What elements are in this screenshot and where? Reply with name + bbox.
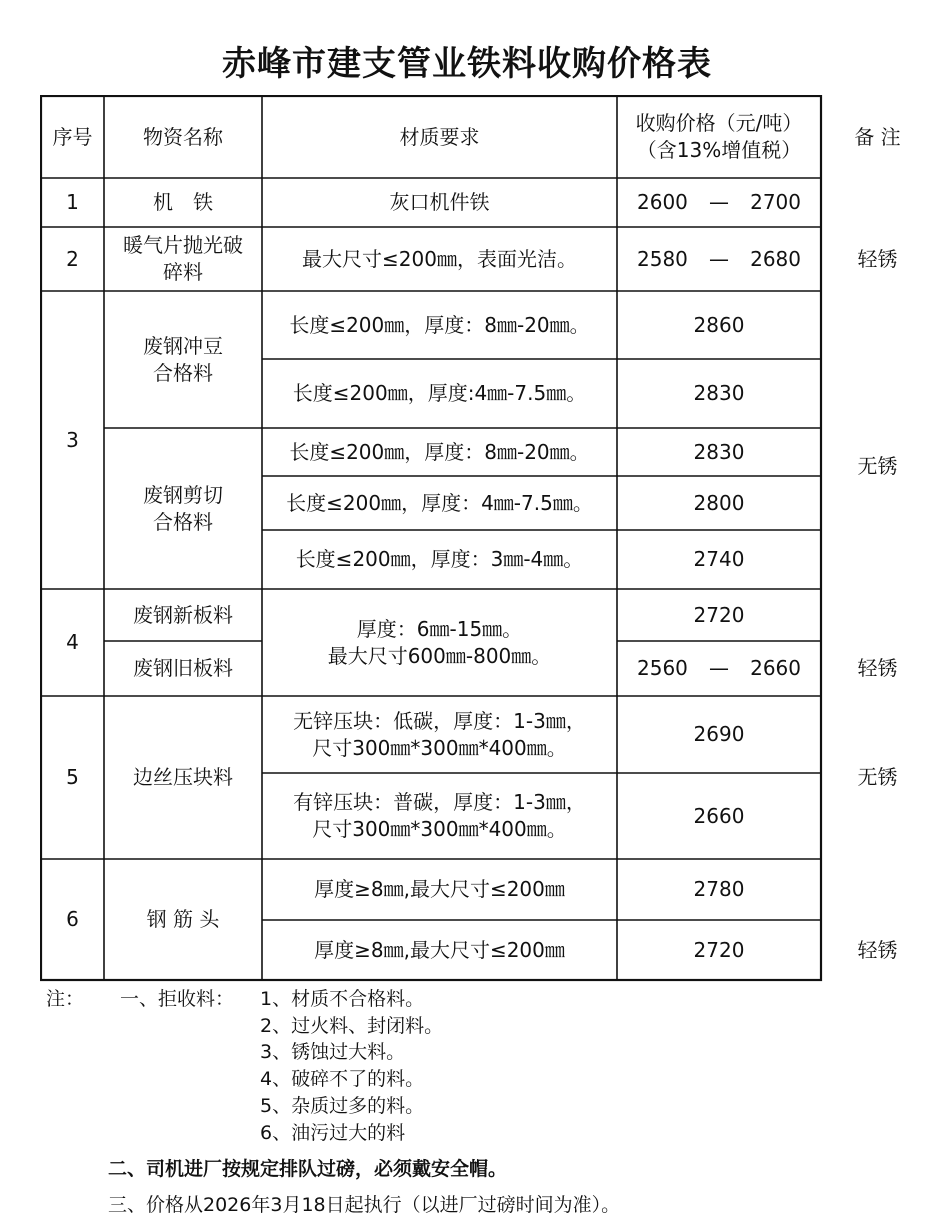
- row1-material: 灰口机件铁: [389, 190, 490, 214]
- notes-reject-item: 2、过火料、封闭料。: [260, 1015, 444, 1037]
- row1-price-high: 2700: [750, 190, 801, 214]
- row4-material-line2: 最大尺寸600㎜-800㎜。: [327, 643, 552, 668]
- row3a-name: [104, 291, 262, 428]
- row5a-material-line1: 无锌压块：低碳，厚度：1-3㎜，: [293, 708, 586, 733]
- notes-reject-item: 1、材质不合格料。: [260, 988, 425, 1010]
- row2-material: 最大尺寸≤200㎜，表面光洁。: [302, 246, 577, 271]
- notes-label: 注：: [46, 988, 85, 1010]
- row2-name-line1: 暖气片抛光破: [123, 233, 243, 257]
- header-price-line1: 收购价格（元/吨）: [635, 111, 803, 135]
- row3b3-material: 长度≤200㎜，厚度：3㎜-4㎜。: [295, 547, 584, 571]
- header-material: 材质要求: [399, 124, 480, 149]
- row4a-name: 废钢新板料: [133, 602, 233, 627]
- row1-price-low: 2600: [637, 190, 688, 214]
- row3a2-material: 长度≤200㎜，厚度:4㎜-7.5㎜。: [292, 381, 587, 405]
- row3b1-material: 长度≤200㎜，厚度：8㎜-20㎜。: [289, 439, 590, 464]
- price-table: [40, 95, 934, 985]
- row6b-price: 2720: [693, 937, 745, 962]
- row4b-price: [617, 641, 821, 696]
- row1-seq: 1: [66, 190, 79, 214]
- row3b-name-line1: 废钢剪切: [143, 482, 223, 507]
- header-price-line2: （含13%增值税）: [636, 138, 802, 162]
- row2-price-high: 2680: [750, 246, 801, 271]
- row5a-material: [262, 696, 617, 773]
- row5-remark: 无锈: [857, 765, 898, 789]
- row6-seq: 6: [66, 907, 79, 931]
- row1-name: 机 铁: [153, 190, 213, 214]
- row1-price-dash: —: [709, 190, 729, 214]
- row2-name-line2: 碎料: [163, 260, 203, 284]
- row3a-name-line1: 废钢冲豆: [143, 333, 223, 358]
- row4-seq: 4: [66, 630, 79, 654]
- row5b-material-line1: 有锌压块：普碳，厚度：1-3㎜，: [293, 790, 586, 814]
- row3b3-price: 2740: [693, 547, 745, 571]
- row5b-material: [262, 773, 617, 859]
- row4a-price: 2720: [693, 602, 745, 627]
- row2-price: [617, 227, 821, 291]
- row3-remark: 无锈: [857, 453, 898, 478]
- notes-reject-item: 5、杂质过多的料。: [260, 1095, 425, 1117]
- row2-price-dash: —: [709, 246, 729, 271]
- row5-seq: 5: [66, 765, 79, 789]
- row6a-remark: [821, 859, 934, 920]
- row4-material: [262, 589, 617, 696]
- row4b-price-high: 2660: [750, 656, 801, 680]
- row3a-name-line2: 合格料: [153, 360, 213, 385]
- notes-reject-item: 3、锈蚀过大料。: [260, 1041, 406, 1063]
- row3-seq: 3: [66, 427, 79, 452]
- notes-reject-item: 4、破碎不了的料。: [260, 1068, 425, 1090]
- row4-material-line1: 厚度：6㎜-15㎜。: [356, 616, 523, 641]
- row6b-remark: 轻锈: [857, 937, 898, 962]
- row6b-material: 厚度≥8㎜,最大尺寸≤200㎜: [314, 937, 565, 962]
- row5b-material-line2: 尺寸300㎜*300㎜*400㎜。: [312, 817, 567, 841]
- row4b-name: 废钢旧板料: [133, 656, 233, 680]
- row6a-price: 2780: [693, 877, 745, 901]
- row6a-material: 厚度≥8㎜,最大尺寸≤200㎜: [314, 877, 565, 901]
- row3b2-price: 2800: [693, 490, 745, 515]
- notes-section1-label: 一、拒收料：: [120, 988, 235, 1010]
- row4b-price-dash: —: [709, 656, 729, 680]
- page-title: 赤峰市建支管业铁料收购价格表: [222, 44, 712, 84]
- row5a-material-line2: 尺寸300㎜*300㎜*400㎜。: [312, 735, 567, 760]
- header-seq: 序号: [52, 124, 93, 149]
- row1-remark: [821, 178, 934, 227]
- row2-name: [104, 227, 262, 291]
- row5b-price: 2660: [693, 803, 745, 828]
- row3a2-price: 2830: [693, 381, 745, 405]
- header-remark: 备 注: [854, 124, 901, 149]
- notes-section: [0, 984, 934, 1227]
- row2-seq: 2: [66, 246, 79, 271]
- row1-price: [617, 178, 821, 227]
- notes-section2: 二、司机进厂按规定排队过磅，必须戴安全帽。: [108, 1158, 508, 1180]
- row3b-name: [104, 428, 262, 589]
- row2-price-low: 2580: [637, 246, 688, 271]
- row4b-remark: 轻锈: [857, 656, 898, 680]
- row3b1-price: 2830: [693, 439, 745, 464]
- header-name: 物资名称: [143, 124, 223, 149]
- row3b-name-line2: 合格料: [153, 509, 213, 534]
- row6-name: 钢 筋 头: [146, 907, 220, 931]
- row5a-price: 2690: [693, 722, 745, 746]
- notes-section3: 三、价格从2026年3月18日起执行（以进厂过磅时间为准）。: [108, 1194, 621, 1216]
- row5-name: 边丝压块料: [133, 765, 233, 789]
- notes-reject-item: 6、油污过大的料: [260, 1122, 406, 1144]
- row3b2-material: 长度≤200㎜，厚度：4㎜-7.5㎜。: [286, 490, 593, 515]
- row4b-price-low: 2560: [637, 656, 688, 680]
- row3a1-price: 2860: [693, 312, 745, 337]
- row2-remark: 轻锈: [857, 246, 898, 271]
- row3a1-material: 长度≤200㎜，厚度：8㎜-20㎜。: [289, 312, 590, 337]
- header-price: [617, 96, 821, 178]
